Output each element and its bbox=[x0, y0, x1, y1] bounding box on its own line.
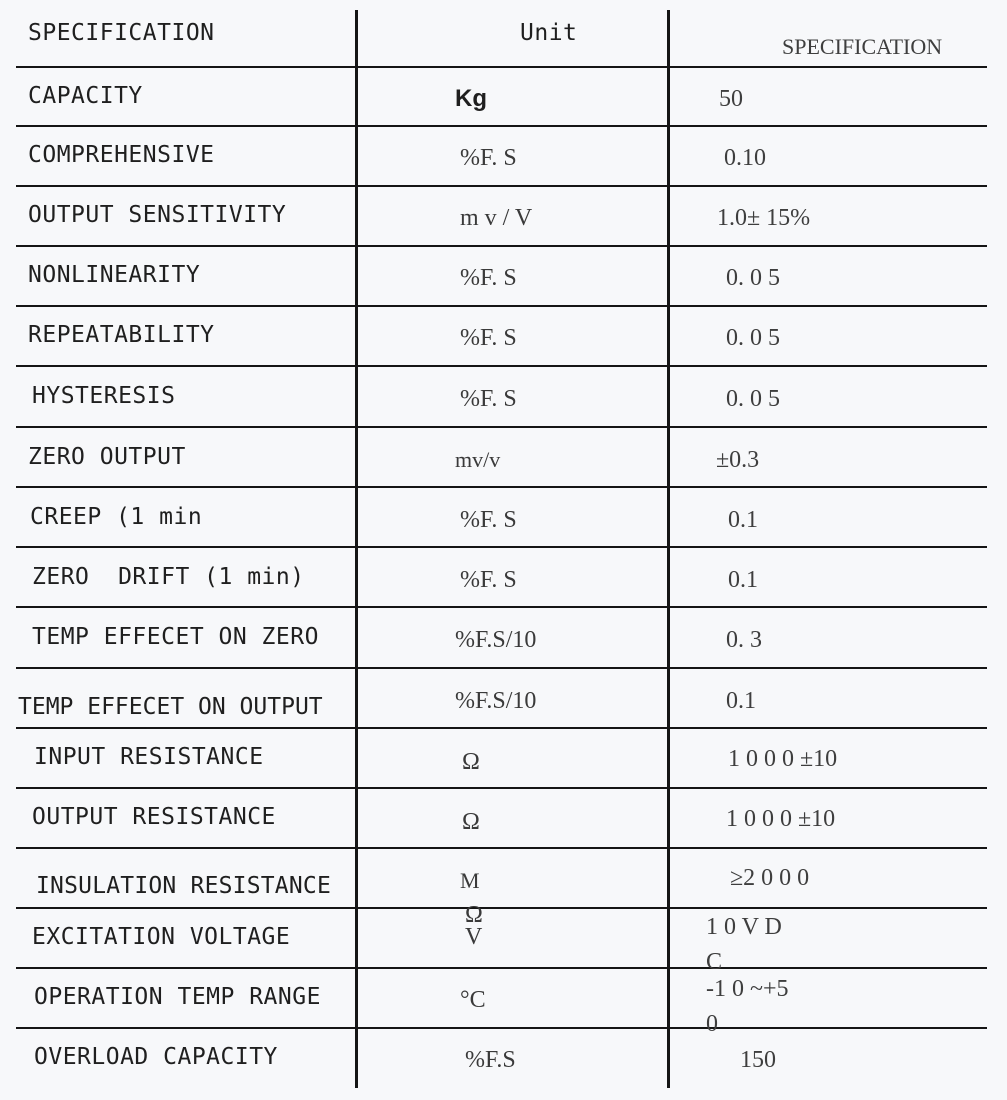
row-unit: Ω V bbox=[465, 902, 483, 950]
row-value: 50 bbox=[719, 86, 743, 112]
row-unit: m v / V bbox=[460, 205, 533, 231]
row-unit: %F.S bbox=[465, 1047, 516, 1073]
row-unit: °C bbox=[460, 987, 486, 1013]
row-spec: OUTPUT RESISTANCE bbox=[32, 804, 276, 830]
row-spec: HYSTERESIS bbox=[32, 383, 176, 409]
row-spec: EXCITATION VOLTAGE bbox=[32, 924, 291, 950]
row-spec: OVERLOAD CAPACITY bbox=[34, 1044, 278, 1070]
row-unit: Ω bbox=[462, 749, 480, 775]
row-value: ≥2 0 0 0 bbox=[730, 865, 810, 891]
row-unit: %F. S bbox=[460, 145, 517, 171]
row-spec: TEMP EFFECET ON OUTPUT bbox=[18, 694, 323, 720]
row-divider bbox=[16, 426, 987, 428]
row-spec: NONLINEARITY bbox=[28, 262, 201, 288]
row-unit: %F.S/10 bbox=[455, 627, 537, 653]
column-divider bbox=[355, 10, 358, 1088]
row-divider bbox=[16, 546, 987, 548]
row-divider bbox=[16, 245, 987, 247]
row-spec: INPUT RESISTANCE bbox=[34, 744, 264, 770]
row-unit: M bbox=[460, 868, 480, 893]
row-value: 0.1 bbox=[726, 688, 756, 714]
row-divider bbox=[16, 486, 987, 488]
row-spec: TEMP EFFECET ON ZERO bbox=[32, 624, 319, 650]
row-spec: OUTPUT SENSITIVITY bbox=[28, 202, 287, 228]
row-spec: ZERO DRIFT (1 min) bbox=[32, 564, 305, 590]
row-value: 0. 3 bbox=[726, 627, 762, 653]
row-unit: %F.S/10 bbox=[455, 688, 537, 714]
row-divider bbox=[16, 125, 987, 127]
row-value: 0. 0 5 bbox=[726, 386, 780, 412]
row-divider bbox=[16, 365, 987, 367]
row-divider bbox=[16, 847, 987, 849]
row-value: 1 0 V D C bbox=[706, 914, 782, 975]
row-value: 0.1 bbox=[728, 507, 758, 533]
row-divider bbox=[16, 66, 987, 68]
header-unit: Unit bbox=[520, 20, 578, 46]
row-spec: COMPREHENSIVE bbox=[28, 142, 215, 168]
row-unit: Kg bbox=[455, 85, 487, 112]
row-value: 1 0 0 0 ±10 bbox=[726, 806, 836, 832]
row-unit: %F. S bbox=[460, 507, 517, 533]
row-spec: CREEP (1 min bbox=[30, 504, 203, 530]
row-value: 0.1 bbox=[728, 567, 758, 593]
row-divider bbox=[16, 787, 987, 789]
row-divider bbox=[16, 967, 987, 969]
row-divider bbox=[16, 185, 987, 187]
row-value: -1 0 ~+5 0 bbox=[706, 976, 789, 1037]
row-value: 1 0 0 0 ±10 bbox=[728, 746, 838, 772]
row-spec: CAPACITY bbox=[28, 83, 143, 109]
row-unit: %F. S bbox=[460, 265, 517, 291]
row-value: 150 bbox=[740, 1047, 776, 1073]
row-unit: %F. S bbox=[460, 325, 517, 351]
row-unit: %F. S bbox=[460, 567, 517, 593]
row-divider bbox=[16, 907, 987, 909]
row-divider bbox=[16, 727, 987, 729]
row-spec: REPEATABILITY bbox=[28, 322, 215, 348]
row-value: 0.10 bbox=[724, 145, 766, 171]
row-divider bbox=[16, 1027, 987, 1029]
row-value: 1.0± 15% bbox=[717, 205, 811, 231]
row-unit: Ω bbox=[462, 809, 480, 835]
row-spec: INSULATION RESISTANCE bbox=[36, 873, 331, 899]
row-divider bbox=[16, 667, 987, 669]
column-divider bbox=[667, 10, 670, 1088]
row-unit: %F. S bbox=[460, 386, 517, 412]
row-divider bbox=[16, 606, 987, 608]
row-spec: ZERO OUTPUT bbox=[28, 444, 186, 470]
row-value: 0. 0 5 bbox=[726, 325, 780, 351]
row-value: 0. 0 5 bbox=[726, 265, 780, 291]
row-unit: mv/v bbox=[455, 447, 501, 472]
row-spec: OPERATION TEMP RANGE bbox=[34, 984, 321, 1010]
header-specification-value: SPECIFICATION bbox=[782, 34, 943, 59]
header-specification: SPECIFICATION bbox=[28, 20, 215, 46]
row-divider bbox=[16, 305, 987, 307]
row-value: ±0.3 bbox=[716, 447, 760, 473]
